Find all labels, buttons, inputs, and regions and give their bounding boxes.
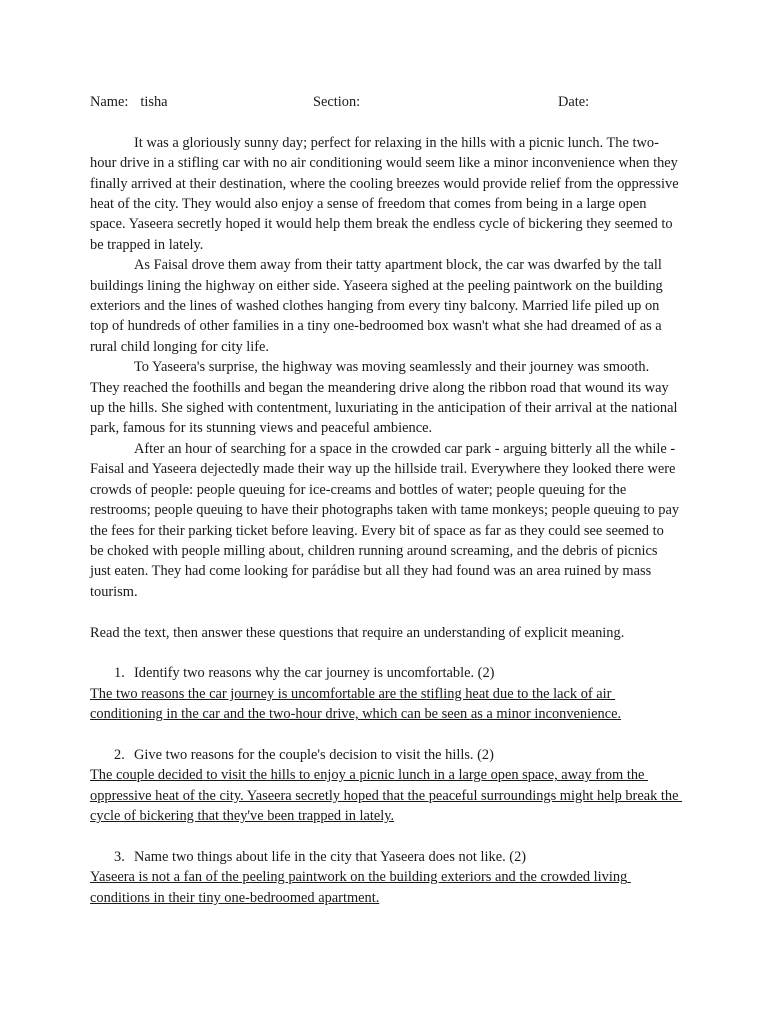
name-field [90, 92, 168, 112]
question-3 [90, 847, 680, 908]
date-label: Date: [558, 94, 590, 110]
question-prompt [90, 847, 680, 867]
question-prompt [90, 663, 680, 683]
name-value[interactable]: tisha [140, 94, 168, 110]
question-2 [90, 745, 683, 827]
name-label: Name: [90, 94, 129, 110]
date-field [558, 92, 589, 112]
question-prompt [90, 745, 680, 765]
worksheet-page [90, 92, 683, 929]
question-number: 3. [114, 848, 125, 865]
question-1 [90, 663, 680, 724]
story-paragraph: As Faisal drove them away from their tatty apartment block, the car was dwarfed by the tall buildings lining the highway on either side. Yaseera sighed at the peeling paintwork on the building exteriors and the lines of washed clothes hanging from every tiny balcony. Married life piled up on top of hundreds of other families in a tiny one-bedroomed box wasn't what she had dreamed of as a rural child longing for city life. [90, 257, 663, 355]
question-number: 1. [114, 665, 125, 682]
question-text: Name two things about life in the city that Yaseera does not like. (2) [134, 848, 527, 865]
answer-text[interactable]: Yaseera is not a fan of the peeling paintwork on the building exteriors and the crowded living conditions in their tiny one-bedroomed apartment. [90, 869, 631, 906]
story-paragraph: To Yaseera's surprise, the highway was moving seamlessly and their journey was smooth. They reached the foothills and began the meandering drive along the ribbon road that wound its way up the hills. She sighed with contentment, luxuriating in the anticipation of their arrival at the national park, famous for its stunning views and peaceful ambience. [90, 359, 678, 437]
answer-text[interactable]: The two reasons the car journey is uncomfortable are the stifling heat due to the lack of air conditioning in the car and the two-hour drive, which can be seen as a minor inconvenience. [90, 685, 622, 723]
section-label: Section: [313, 94, 361, 110]
instruction-text: Read the text, then answer these questions that require an understanding of explicit meaning. [90, 624, 625, 641]
story-paragraph: It was a gloriously sunny day; perfect for relaxing in the hills with a picnic lunch. The two-hour drive in a stifling car with no air conditioning would seem like a minor inconvenience when they finally arrived at their destination, where the cooling breezes would provide relief from the oppressive heat of the city. They would also enjoy a sense of freedom that comes from being in a large open space. Yaseera secretly hoped it would help them break the endless cycle of bickering they seemed to be trapped in lately. [90, 134, 679, 253]
question-text: Give two reasons for the couple's decision to visit the hills. (2) [134, 746, 494, 763]
question-text: Identify two reasons why the car journey is uncomfortable. (2) [134, 665, 495, 682]
question-number: 2. [114, 746, 125, 763]
section-field [313, 92, 360, 112]
story-paragraph: After an hour of searching for a space in the crowded car park - arguing bitterly all the while - Faisal and Yaseera dejectedly made their way up the hillside trail. Everywhere they looked there were crowds of people: people queuing for ice-creams and bottles of water; people queuing for the restrooms; people queuing to have their photographs taken with tame monkeys; people queuing to pay the fees for their parking ticket before leaving. Every bit of space as far as they could see seemed to be choked with people milling about, children running around screaming, and the debris of picnics just eaten. They had come looking for parádise but all they had found was an area ruined by mass tourism. [90, 440, 680, 600]
worksheet-header [90, 92, 680, 112]
story-text [90, 133, 680, 602]
answer-text[interactable]: The couple decided to visit the hills to enjoy a picnic lunch in a large open space, away from the oppressive heat of the city. Yaseera secretly hoped that the peaceful surroundings might help break the cycle of bickering that they've been trapped in lately. [90, 767, 683, 825]
